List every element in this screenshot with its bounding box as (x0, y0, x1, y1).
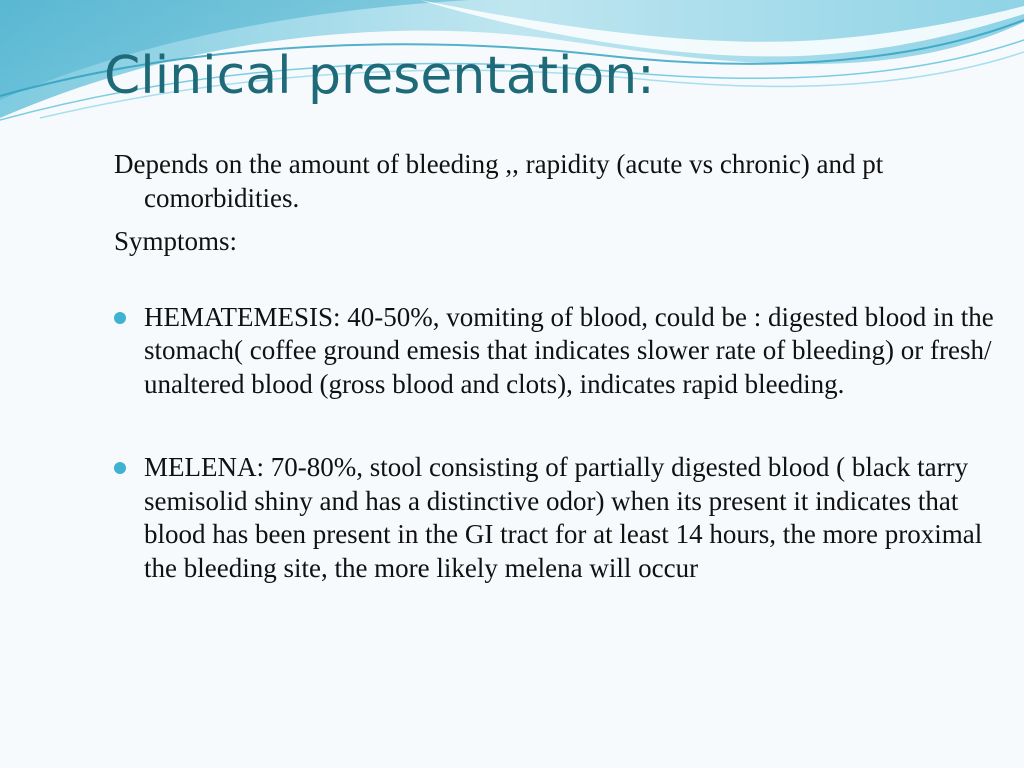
intro-paragraph: Depends on the amount of bleeding ,, rapidity (acute vs chronic) and pt comorbidities. (114, 149, 884, 213)
bullet-text: MELENA: 70-80%, stool consisting of partially digested blood ( black tarry semisolid shiny and has a distinctive odor) when its present it indicates that blood has been present in the GI tract for at least 14 hours, the more proximal the bleeding site, the more likely melena will occur (144, 452, 983, 583)
bullet-item-hematemesis (114, 301, 994, 402)
symptoms-label: Symptoms: (114, 226, 238, 256)
bullet-text: HEMATEMESIS: 40-50%, vomiting of blood, could be : digested blood in the stomach( coffee ground emesis that indicates slower rate of bleeding) or fresh/ unaltered blood (gross blood and clots), indicates rapid bleeding. (144, 301, 994, 399)
bullet-item-melena (114, 451, 994, 585)
slide-title: Clinical presentation: (104, 46, 655, 106)
bullet-dot-icon (114, 312, 126, 324)
bullet-dot-icon (114, 462, 126, 474)
slide-body (114, 148, 994, 585)
